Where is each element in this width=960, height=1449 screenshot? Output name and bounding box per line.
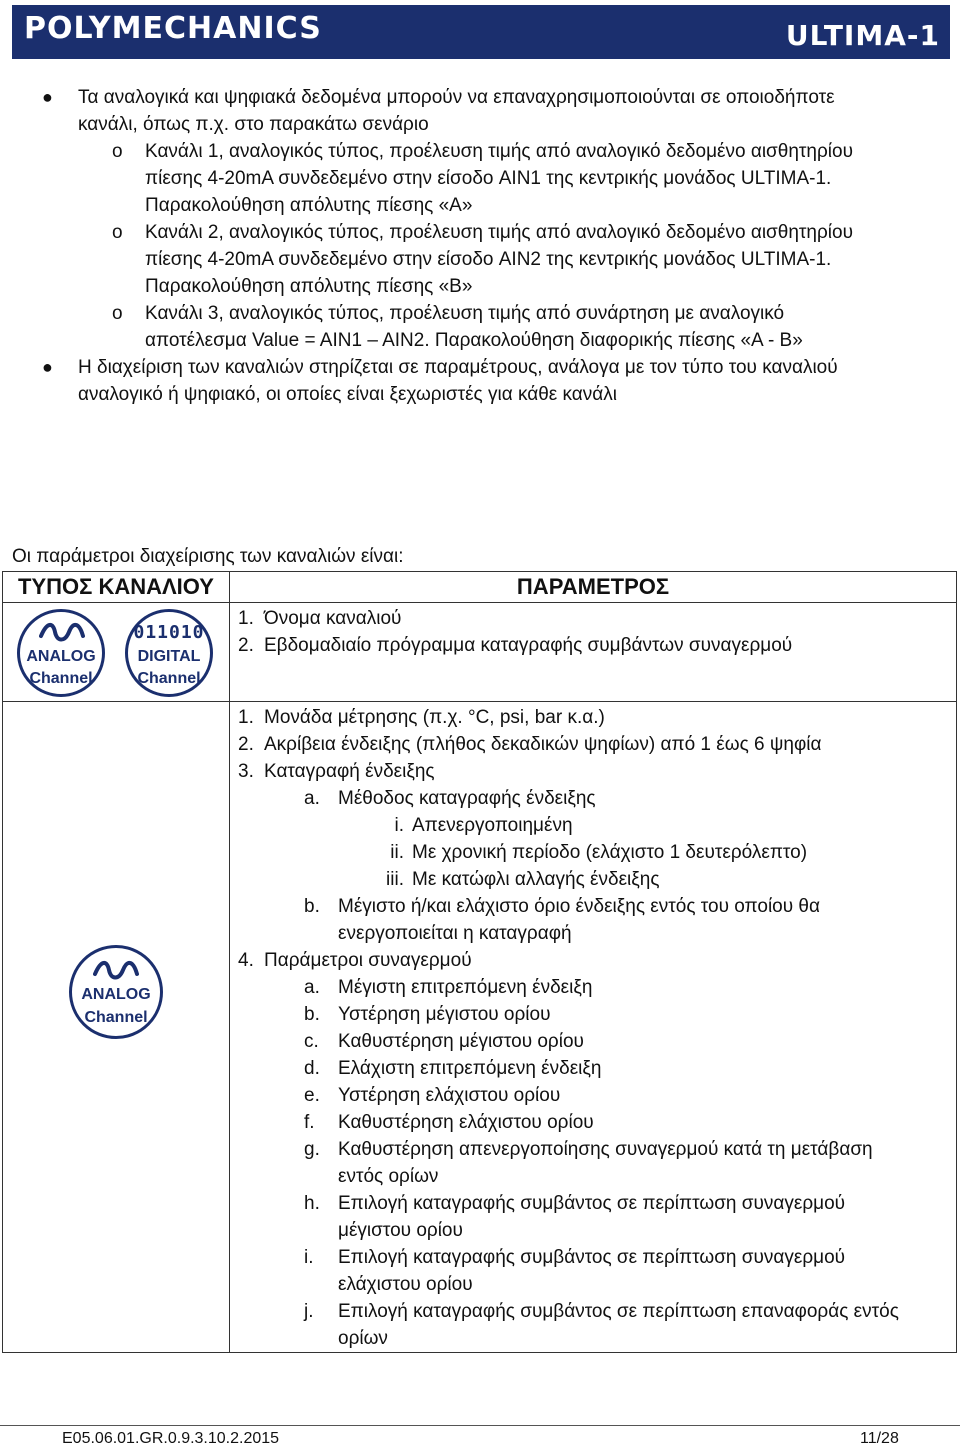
list-item: [238, 632, 956, 659]
bullet2-line: αναλογικό ή ψηφιακό, οι οποίες είναι ξεχωριστές για κάθε κανάλι: [78, 384, 617, 405]
bullet-icon: ●: [42, 357, 53, 377]
sub2-line: πίεσης 4-20mA συνδεδεμένο στην είσοδο AIN2 της κεντρικής μονάδος ULTIMA-1.: [145, 249, 832, 270]
list-item: [304, 1190, 956, 1217]
list-item: [304, 1055, 956, 1082]
sub1-line: Παρακολούθηση απόλυτης πίεσης «A»: [145, 195, 473, 216]
list-marker: d.: [304, 1058, 320, 1079]
analog-badge-sublabel: Channel: [29, 670, 93, 687]
list-text: Παράμετροι συναγερμού: [264, 950, 472, 971]
analog-channel-badge: [69, 945, 163, 1039]
list-marker: 2.: [238, 635, 254, 656]
footer-divider: [0, 1425, 960, 1426]
cell-analog-channel: [3, 702, 230, 1353]
analog-badge-label: ANALOG: [81, 986, 151, 1003]
analog-channel-badge: [17, 609, 105, 697]
analog-badge-sublabel: Channel: [84, 1009, 148, 1026]
sub-bullet-icon: o: [112, 222, 123, 243]
list-marker: 1.: [238, 707, 254, 728]
list-item: [304, 1109, 956, 1136]
list-item: [370, 812, 956, 839]
sub3-line: Κανάλι 3, αναλογικός τύπος, προέλευση τιμής από συνάρτηση με αναλογικό: [145, 303, 785, 324]
list-item: [238, 758, 956, 785]
list-marker: e.: [304, 1085, 320, 1106]
list-marker: i.: [394, 815, 404, 836]
list-text: Επιλογή καταγραφής συμβάντος σε περίπτωση συναγερμού: [338, 1247, 846, 1268]
bullet1-line: κανάλι, όπως π.χ. στο παρακάτω σενάριο: [78, 114, 429, 135]
list-text: Καθυστέρηση απενεργοποίησης συναγερμού κατά τη μετάβαση: [338, 1139, 873, 1160]
list-text: ορίων: [338, 1328, 388, 1349]
list-marker: h.: [304, 1193, 320, 1214]
list-item: [370, 866, 956, 893]
digital-channel-badge: [125, 609, 213, 697]
list-text: Υστέρηση μέγιστου ορίου: [338, 1004, 551, 1025]
list-marker: i.: [304, 1247, 314, 1268]
list-marker: g.: [304, 1139, 320, 1160]
analog-badge-label: ANALOG: [26, 648, 96, 665]
list-text: Καθυστέρηση μέγιστου ορίου: [338, 1031, 584, 1052]
bullet2-line: Η διαχείριση των καναλιών στηρίζεται σε παραμέτρους, ανάλογα με τον τύπο του καναλιού: [78, 357, 838, 378]
page-number: 11/28: [860, 1430, 899, 1447]
list-text: Καθυστέρηση ελάχιστου ορίου: [338, 1112, 594, 1133]
list-item: [304, 974, 956, 1001]
col-header-parameter: ΠΑΡΑΜΕΤΡΟΣ: [230, 572, 957, 603]
sub1-line: πίεσης 4-20mA συνδεδεμένο στην είσοδο AIN1 της κεντρικής μονάδος ULTIMA-1.: [145, 168, 832, 189]
list-text: Μέγιστο ή/και ελάχιστο όριο ένδειξης εντός του οποίου θα: [338, 896, 820, 917]
table-lead-text: Οι παράμετροι διαχείρισης των καναλιών είναι:: [12, 546, 404, 567]
list-marker: f.: [304, 1112, 315, 1133]
list-marker: b.: [304, 1004, 320, 1025]
list-text: Εβδομαδιαίο πρόγραμμα καταγραφής συμβάντων συναγερμού: [264, 635, 793, 656]
cell-analog-parameters: [230, 702, 957, 1353]
list-item: [238, 704, 956, 731]
digital-badge-label: DIGITAL: [137, 648, 201, 665]
analog-parameter-list: [230, 704, 956, 1352]
list-item: [304, 1163, 956, 1190]
list-item: [238, 731, 956, 758]
bullet1-line: Τα αναλογικά και ψηφιακά δεδομένα μπορούν να επαναχρησιμοποιούνται σε οποιοδήποτε: [78, 87, 835, 108]
list-marker: 1.: [238, 608, 254, 629]
list-text: Μέθοδος καταγραφής ένδειξης: [338, 788, 596, 809]
cell-both-channels: [3, 603, 230, 702]
list-text: Απενεργοποιημένη: [412, 815, 573, 836]
cell-common-parameters: [230, 603, 957, 702]
list-marker: j.: [304, 1301, 314, 1322]
binary-icon: 011010: [133, 622, 205, 643]
digital-badge-sublabel: Channel: [137, 670, 201, 687]
list-text: Μονάδα μέτρησης (π.χ. °C, psi, bar κ.α.): [264, 707, 605, 728]
list-text: εντός ορίων: [338, 1166, 439, 1187]
list-item: [304, 1271, 956, 1298]
list-marker: a.: [304, 788, 320, 809]
list-item: [304, 1136, 956, 1163]
list-text: Με χρονική περίοδο (ελάχιστο 1 δευτερόλεπτο): [412, 842, 808, 863]
list-marker: 4.: [238, 950, 254, 971]
list-item: [304, 1001, 956, 1028]
brand-logo: POLYMECHANICS: [24, 11, 322, 46]
list-item: [304, 1082, 956, 1109]
list-item: [304, 1244, 956, 1271]
list-text: ελάχιστου ορίου: [338, 1274, 473, 1295]
list-item: [238, 605, 956, 632]
wave-icon: [39, 622, 85, 642]
sub2-line: Κανάλι 2, αναλογικός τύπος, προέλευση τιμής από αναλογικό δεδομένο αισθητηρίου: [145, 222, 853, 243]
list-item: [370, 839, 956, 866]
list-marker: a.: [304, 977, 320, 998]
sub-bullet-icon: o: [112, 141, 123, 162]
list-text: ενεργοποιείται η καταγραφή: [338, 923, 572, 944]
list-text: μέγιστου ορίου: [338, 1220, 463, 1241]
list-marker: c.: [304, 1031, 319, 1052]
sub1-line: Κανάλι 1, αναλογικός τύπος, προέλευση τιμής από αναλογικό δεδομένο αισθητηρίου: [145, 141, 853, 162]
list-item: [304, 893, 956, 920]
list-text: Ελάχιστη επιτρεπόμενη ένδειξη: [338, 1058, 602, 1079]
sub3-line: αποτέλεσμα Value = AIN1 – AIN2. Παρακολούθηση διαφορικής πίεσης «A - B»: [145, 330, 803, 351]
wave-icon: [93, 960, 139, 980]
list-text: Μέγιστη επιτρεπόμενη ένδειξη: [338, 977, 593, 998]
sub-bullet-icon: o: [112, 303, 123, 324]
list-item: [304, 1325, 956, 1352]
list-item: [304, 920, 956, 947]
list-marker: 3.: [238, 761, 254, 782]
col-header-type: ΤΥΠΟΣ ΚΑΝΑΛΙΟΥ: [3, 572, 230, 603]
list-text: Με κατώφλι αλλαγής ένδειξης: [412, 869, 660, 890]
list-text: Όνομα καναλιού: [264, 608, 402, 629]
list-text: Υστέρηση ελάχιστου ορίου: [338, 1085, 561, 1106]
header-bar: [12, 5, 950, 59]
list-item: [238, 947, 956, 974]
sub2-line: Παρακολούθηση απόλυτης πίεσης «B»: [145, 276, 473, 297]
document-code: E05.06.01.GR.0.9.3.10.2.2015: [62, 1430, 280, 1447]
list-item: [304, 1217, 956, 1244]
product-logo: ULTIMA-1: [785, 19, 940, 52]
list-item: [304, 1298, 956, 1325]
list-text: Επιλογή καταγραφής συμβάντος σε περίπτωση επαναφοράς εντός: [338, 1301, 899, 1322]
list-text: Καταγραφή ένδειξης: [264, 761, 435, 782]
list-item: [304, 1028, 956, 1055]
list-item: [304, 785, 956, 812]
list-marker: b.: [304, 896, 320, 917]
parameters-table: [2, 571, 957, 1353]
list-text: Επιλογή καταγραφής συμβάντος σε περίπτωση συναγερμού: [338, 1193, 846, 1214]
list-marker: 2.: [238, 734, 254, 755]
list-marker: iii.: [386, 869, 404, 890]
list-text: Ακρίβεια ένδειξης (πλήθος δεκαδικών ψηφίων) από 1 έως 6 ψηφία: [264, 734, 822, 755]
list-marker: ii.: [390, 842, 404, 863]
bullet-icon: ●: [42, 87, 53, 107]
